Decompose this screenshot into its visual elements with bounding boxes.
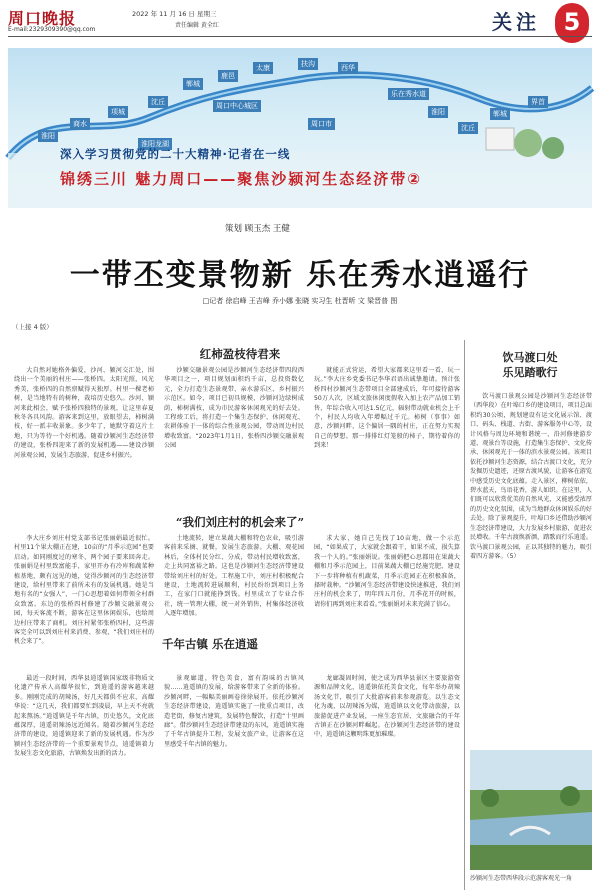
paragraph: 景观廊道，特色美食，富有韵味的古镇风貌……逍遥镇的发展，给游客带来了全新的体验。沙颍河畔，一幅幅美丽画卷徐徐展开。依托沙颍河生态经济带建设，逍遥镇实施了一批重点项目，改造老街，修复古建筑，发展特色餐饮，打造“十里画廊”。借沙颍河生态经济带建设的东风，逍遥镇实施了千年古镇提升工程，发展文旅产业，让游客在这里感受千年古镇的魅力。 xyxy=(164,675,304,748)
banner-subtitle: 深入学习贯彻党的二十大精神·记者在一线 xyxy=(60,147,291,161)
place-label: 周口中心城区 xyxy=(213,100,261,112)
subhead-3: 千年古镇 乐在逍遥 xyxy=(161,637,258,651)
place-label: 太康 xyxy=(253,62,273,74)
article-column xyxy=(14,534,154,646)
place-label: 扶沟 xyxy=(298,58,318,70)
article-column xyxy=(14,674,154,888)
editor-line: 责任编辑 黄全红 xyxy=(175,22,219,29)
place-label: 沈丘 xyxy=(458,122,478,134)
place-label: 郸城 xyxy=(183,78,203,90)
paragraph: 饮马渡口景观公园是沙颍河生态经济带（西华段）在叶埠口乡的建设项目，项目总面积约30公顷，规划建设有运文化展示馆、渡口、码头、栈道、古街、游客服务中心等，设计风格与周边环境和谐统一，沿河修建游步道、观景台等设施，打造集生态保护、文化传承、休闲观光于一体的滨水景观公园。该项目依托沙颍河生态资源，结合古渡口文化，充分发掘历史遗迹，还原古渡风貌，让游客在游览中感受历史文化底蕴。走入景区，柳树依依，碧水蓝天，鸟语花香，游人如织。在这里，人们既可以欣赏优美的自然风光，又能感受浓厚的历史文化氛围，成为当地群众休闲娱乐的好去处。除了景观提升，叶埠口乡还借助沙颍河生态经济带建设，大力发展乡村旅游，促进农民增收。千年古渡焕新颜，踏歌而行乐逍遥。饮马渡口景观公园，正以其独特的魅力，吸引着四方游客。（5） xyxy=(470,393,592,560)
section-title: 关注 xyxy=(492,10,540,34)
planner-credit: 策划 顾玉杰 王健 xyxy=(225,224,290,234)
article-column xyxy=(164,674,304,888)
place-label: 淮阳龙湖 xyxy=(138,138,172,150)
column-divider xyxy=(464,340,465,890)
email-line: E-mail:2329309390@qq.com xyxy=(8,26,96,33)
subhead-1: 红柿盈枝待君来 xyxy=(199,347,281,361)
place-label: 淮阳 xyxy=(38,130,58,142)
newspaper-logo: 周口晚报 xyxy=(8,9,77,28)
paragraph: 龙廊凝固时间，使之成为西华县景区主要旅游资源和品牌文化，逍遥镇依托美食文化，每年举办胡辣汤文化节，吸引了大批游客前来参观游览。以生态文化为魂，以胡辣汤为媒，逍遥镇以文化带动旅游，以旅游促进产业发展，一座生态宜居、文旅融合的千年古镇正在沙颍河畔崛起。在沙颍河生态经济带的建设中，逍遥镇这颗明珠更加璀璨。 xyxy=(314,675,460,739)
paragraph: 土地流转，建立果蔬大棚和特色农业，吸引游客前来采摘、就餐，发展生态旅游。大棚、观花园林后，全体村民分红、分成，带动村民增收致富，走上共同富裕之路。这也是沙颍河生态经济带建设带给刘庄村的好处。工程施工中，刘庄村积极配合建设，土地流转进展顺利，村民纷纷到项目上务工，在家门口就能挣到钱。村里成立了专业合作社，统一管理大棚，统一对外销售，村集体经济收入逐年增加。 xyxy=(164,535,304,618)
banner-title: 锦绣三川 魅力周口——聚焦沙颍河生态经济带② xyxy=(60,170,422,188)
article-column xyxy=(164,366,304,512)
masthead-rule xyxy=(8,36,592,37)
place-label: 周口市 xyxy=(308,118,335,130)
paragraph: 求大家，她自己先找了10亩地，做一个示范园，“如果成了，大家就会跟着干，如果不成，损失算我一个人的。”张丽娟说。张丽娟把心思都用在果蔬大棚和月季示范园上，目前果蔬大棚已经施完肥、建设下一步将种植有机蔬菜，月季示范园正在积极准备，择时栽种。“沙颍河生态经济带建设快速推进，我们刘庄村的机会来了，明年四五月份，月季花开的时候，请你们再到刘庄来看看。”张丽娟对未来充满了信心。 xyxy=(314,535,460,608)
place-label: 鹿邑 xyxy=(218,70,238,82)
issue-date: 2022 年 11 月 16 日 星期三 xyxy=(132,10,217,18)
place-label: 乐在秀水道 xyxy=(388,88,429,100)
landscape-photo xyxy=(470,750,592,870)
place-label: 郸城 xyxy=(490,108,510,120)
place-label: 项城 xyxy=(108,106,128,118)
place-label: 界首 xyxy=(528,96,548,108)
paragraph: 沙颍交融景观公园是沙颍河生态经济带四段西华项目之一，项目规划面积约千亩，总投资数亿元，全力打造生态景观带、亲水游乐区、乡村振兴示范区。如今，项目已初具规模，沙颍河边绿树成荫，柿树满枝，成为市民游客休闲观光的好去处。工程竣工后，将打造一个集生态保护、休闲观光、农耕体验于一体的综合性景观公园，带动周边村民增收致富。“2023年1月1日，张桥四沙颍交融景观公园 xyxy=(164,367,304,450)
place-label: 西华 xyxy=(338,62,358,74)
photo-graphic xyxy=(470,750,592,870)
article-column xyxy=(314,534,460,664)
paragraph: 大自然对她格外偏爱，沙河、颍河交汇处，围绕出一个美丽的村庄——张桥四。太阳光照，风光秀美，张桥四的自然禀赋得天独厚。村里一棵老柿树，是当地特有的树种，栽培历史悠久。沙河、颍河来此相会，赋予张桥四独特的景观，让这里春夏秋冬各具风韵。游客来到这里，放眼望去，柿树满枝，好一派丰收景象。多少年了，她默守着这片土地，只为等待一个好机遇。随着沙颍河生态经济带的建设，张桥四迎来了新的发展机遇——建设沙颍河景观公园，发展生态旅游，促进乡村振兴。 xyxy=(14,367,154,459)
photo-caption: 沙颍河生态带西华段示范游客观光一角 xyxy=(470,875,573,882)
article-column xyxy=(314,366,460,512)
byline: □记者 徐启峰 王吉峰 乔小娜 张晓 实习生 杜晋昕 文 梁晋普 图 xyxy=(202,297,398,305)
paragraph: 最近一段时间，西华县逍遥镇国家级非物质文化遗产传承人高耀华很忙，到逍遥的游客越来越多。刚刚完成的胡辣汤，好几天都供不应求，高耀华说：“这几天，我们都要忙到凌晨，早上天不亮就起来熬汤。”逍遥镇是千年古镇，历史悠久，文化底蕴深厚，逍遥胡辣汤远近闻名。随着沙颍河生态经济带的建设，逍遥镇迎来了新的发展机遇。作为沙颍河生态经济带的一个重要景观节点，逍遥镇着力发展生态文化旅游，古镇焕发出新的活力。 xyxy=(14,675,154,758)
place-label: 淮阳 xyxy=(428,106,448,118)
subhead-2: “我们刘庄村的机会来了” xyxy=(175,515,305,529)
sidebar-title: 饮马渡口处 乐见踏歌行 xyxy=(502,351,558,379)
place-label: 商水 xyxy=(70,118,90,130)
article-column xyxy=(164,534,304,624)
paragraph: 就能正式营运，希望大家都来这里看一看、玩一玩。”李大庄乡党委书记李华君语出诚挚邀请。预计张桥四村沙颍河生态带项目全部建成后，年可接待游客50万人次，区域文旅休闲度假收入加上农产品加工销售，年综合收入可达1.5亿元，辐射带动就业机会上千个，村民人均收入年增幅过千元。柿树（事事）如意，沙颍河畔，这个偏居一隅的村庄，正在努力实现自己的梦想。那一排排红灯笼般的柿子，期待着你的到来！ xyxy=(314,367,460,450)
headline: 一带丕变景物新 乐在秀水逍遥行 xyxy=(69,258,531,293)
page-number-badge: 5 xyxy=(555,3,589,43)
paragraph: 李大庄乡刘庄村党支部书记张丽娟最近很忙。村里11个果大棚正在建，10亩的“月季示范园”也要启动。如同刚度过的寒冬，两个园子要来回奔走。张丽娟是村里致富能手，家里开办有冷库和蔬菜种植基地，颇有远见的她，觉得沙颍河的生态经济带建设，给村里带来了前所未有的发展机遇。她是当地有名的“女强人”，一门心思想着如何带领全村群众致富。东边的张桥四村修建了沙颍交融景观公园，每天客流不断，游客在这里休闲娱乐，也给周边村庄带来了商机。刘庄村紧邻张桥四村，这些游客完全可以到刘庄村来消费、参观，“我们刘庄村的机会来了”。 xyxy=(14,535,154,646)
place-label: 沈丘 xyxy=(148,96,168,108)
continued-note: （上接 4 版） xyxy=(12,323,53,331)
article-column xyxy=(14,366,154,512)
sidebar-column xyxy=(470,392,592,746)
article-column xyxy=(314,674,460,888)
